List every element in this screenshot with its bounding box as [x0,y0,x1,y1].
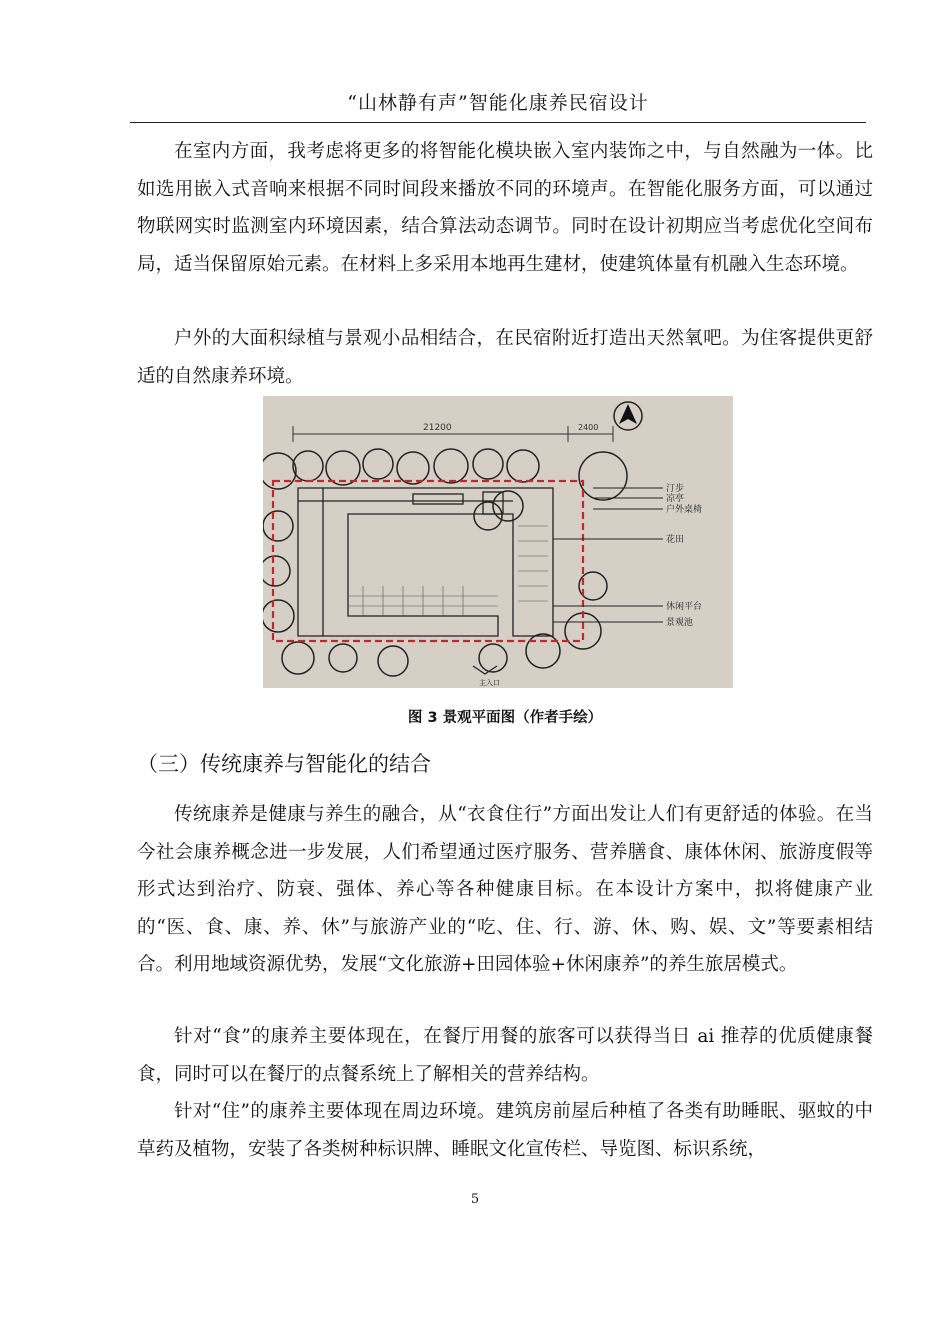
landscape-plan-figure [263,396,733,688]
label-landscape-pool: 景观池 [666,618,694,628]
dimension-label-side: 2400 [578,423,599,432]
entrance-label: 主入口 [479,679,500,687]
label-outdoor-seating: 户外桌椅 [666,505,703,515]
page-number: 5 [470,1192,480,1207]
landscape-plan-sketch [263,396,733,688]
label-stepping-stones: 汀步 [666,484,685,494]
dimension-label-main: 21200 [423,423,452,433]
label-leisure-platform: 休闲平台 [666,602,703,612]
figure-caption: 图 3 景观平面图（作者手绘） [407,710,603,726]
paragraph-outdoor: 户外的大面积绿植与景观小品相结合，在民宿附近打造出天然氧吧。为住客提供更舒适的自然康养环境。 [137,328,873,387]
paragraph-indoor: 在室内方面，我考虑将更多的将智能化模块嵌入室内装饰之中，与自然融为一体。比如选用嵌入式音响来根据不同时间段来播放不同的环境声。在智能化服务方面，可以通过物联网实时监测室内环境因素，结合算法动态调节。同时在设计初期应当考虑优化空间布局，适当保留原始元素。在材料上多采用本地再生建材，使建筑体量有机融入生态环境。 [137,141,873,275]
label-pavilion: 凉亭 [666,494,685,504]
section-heading: （三）传统康养与智能化的结合 [137,752,431,776]
paragraph-food: 针对“食”的康养主要体现在，在餐厅用餐的旅客可以获得当日 ai 推荐的优质健康餐食，同时可以在餐厅的点餐系统上了解相关的营养结构。 [137,1026,873,1085]
label-flower-field: 花田 [666,535,685,545]
running-header: “山林静有声”智能化康养民宿设计 [130,88,866,123]
paragraph-accommodation: 针对“住”的康养主要体现在周边环境。建筑房前屋后种植了各类有助睡眠、驱蚊的中草药及植物，安装了各类树种标识牌、睡眠文化宣传栏、导览图、标识系统， [137,1101,873,1160]
paragraph-traditional-wellness: 传统康养是健康与养生的融合，从“衣食住行”方面出发让人们有更舒适的体验。在当今社会康养概念进一步发展，人们希望通过医疗服务、营养膳食、康体休闲、旅游度假等形式达到治疗、防衰、强体、养心等各种健康目标。在本设计方案中，拟将健康产业的“医、食、康、养、休”与旅游产业的“吃、住、行、游、休、购、娱、文”等要素相结合。利用地域资源优势，发展“文化旅游+田园体验+休闲康养”的养生旅居模式。 [137,804,873,975]
